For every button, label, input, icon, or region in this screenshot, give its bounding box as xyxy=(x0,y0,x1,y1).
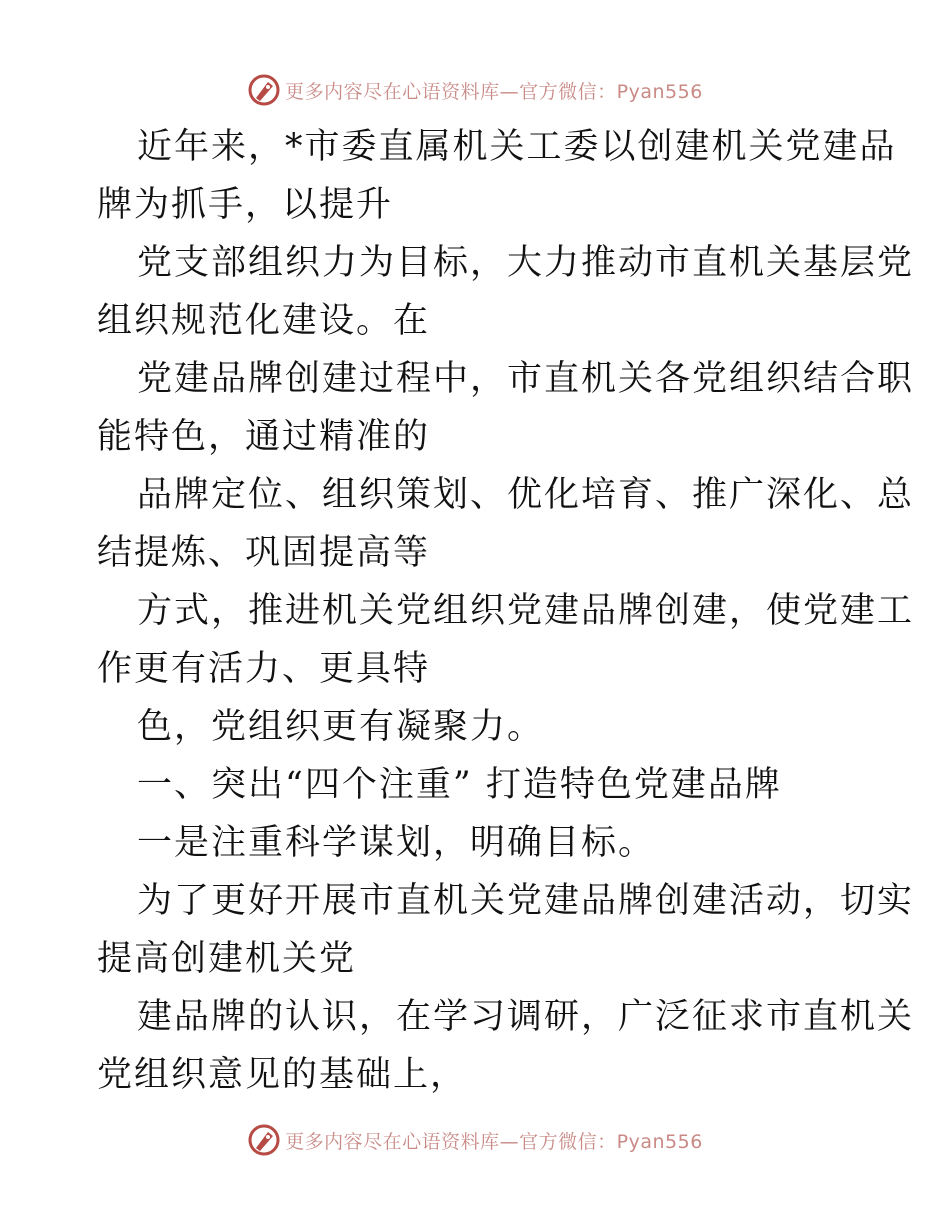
watermark-text: 更多内容尽在心语资料库—官方微信：Pyan556 xyxy=(285,80,703,103)
paragraph-line: 结提炼、巩固提高等 xyxy=(97,533,431,573)
paragraph-line: 能特色，通过精准的 xyxy=(97,417,431,457)
pen-nib-logo-icon xyxy=(247,1123,281,1157)
paragraph-line: 色，党组织更有凝聚力。 xyxy=(137,707,545,747)
paragraph-line: 方式，推进机关党组织党建品牌创建，使党建工 xyxy=(137,591,915,631)
paragraph-line: 为了更好开展市直机关党建品牌创建活动，切实 xyxy=(137,881,915,921)
pen-nib-logo-icon xyxy=(247,73,281,107)
watermark-header xyxy=(0,70,950,110)
paragraph-line: 提高创建机关党 xyxy=(97,939,357,979)
paragraph-line: 党建品牌创建过程中，市直机关各党组织结合职 xyxy=(137,359,915,399)
paragraph-line: 党组织意见的基础上， xyxy=(97,1055,468,1095)
section-heading: 一、突出“四个注重” 打造特色党建品牌 xyxy=(137,765,782,805)
paragraph-line: 近年来，*市委直属机关工委以创建机关党建品 xyxy=(137,127,897,167)
watermark-footer xyxy=(0,1120,950,1160)
paragraph-line: 建品牌的认识，在学习调研，广泛征求市直机关 xyxy=(137,997,915,1037)
paragraph-line: 作更有活力、更具特 xyxy=(97,649,431,689)
paragraph-line: 组织规范化建设。在 xyxy=(97,301,431,341)
paragraph-line: 品牌定位、组织策划、优化培育、推广深化、总 xyxy=(137,475,915,515)
watermark-text: 更多内容尽在心语资料库—官方微信：Pyan556 xyxy=(285,1130,703,1153)
paragraph-line: 党支部组织力为目标，大力推动市直机关基层党 xyxy=(137,243,915,283)
subheading: 一是注重科学谋划，明确目标。 xyxy=(137,823,656,863)
document-body xyxy=(97,118,915,1104)
paragraph-line: 牌为抓手，以提升 xyxy=(97,185,394,225)
